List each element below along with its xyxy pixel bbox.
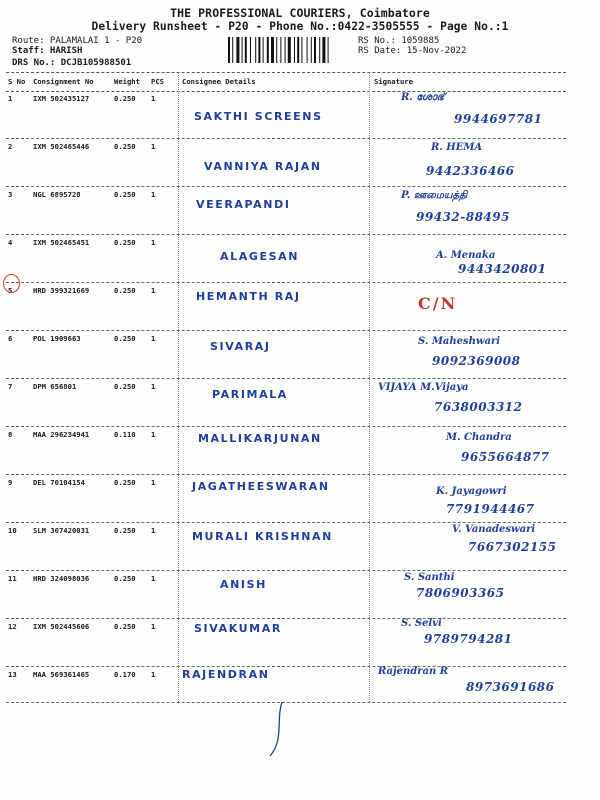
row-pcs: 1 <box>151 334 156 343</box>
row-sno: 12 <box>8 622 17 631</box>
rs-date: RS Date: 15-Nov-2022 <box>358 46 467 56</box>
row-consignee: SIVARAJ <box>210 340 271 353</box>
table-row <box>6 330 566 379</box>
row-signature-phone: 9944697781 <box>454 112 543 126</box>
row-pcs: 1 <box>151 190 156 199</box>
col-pcs: PCS <box>151 77 164 86</box>
table-row <box>6 522 566 571</box>
row-weight: 0.250 <box>114 382 136 391</box>
row-consignment-no: DEL 70104154 <box>33 478 85 487</box>
row-sno: 1 <box>8 94 13 103</box>
row-sno: 8 <box>8 430 13 439</box>
row-sno: 9 <box>8 478 13 487</box>
staff-label: Staff: HARISH <box>12 46 83 56</box>
row-signature-phone: 7791944467 <box>446 502 535 516</box>
table-row <box>6 474 566 523</box>
row-sno: 11 <box>8 574 17 583</box>
row-consignee: MALLIKARJUNAN <box>198 432 322 445</box>
row-consignee: JAGATHEESWARAN <box>192 480 330 493</box>
row-consignee: SIVAKUMAR <box>194 622 282 635</box>
row-signature-phone: 7667302155 <box>468 540 557 554</box>
row-sno: 7 <box>8 382 13 391</box>
row-consignment-no: DPM 656801 <box>33 382 77 391</box>
row-signature-name: Rajendran R <box>378 666 449 677</box>
row-consignment-no: HRD 324098036 <box>33 574 90 583</box>
row-signature-name: V. Vanadeswari <box>452 524 536 535</box>
row-weight: 0.250 <box>114 94 136 103</box>
col-weight: Weight <box>114 77 140 86</box>
row-weight: 0.250 <box>114 478 136 487</box>
row-weight: 0.250 <box>114 142 136 151</box>
row-consignee: ALAGESAN <box>220 250 300 263</box>
row-consignment-no: SLM 307420031 <box>33 526 90 535</box>
row-consignee: ANISH <box>220 578 267 591</box>
row-weight: 0.170 <box>114 670 136 679</box>
table-row <box>6 282 566 331</box>
row-pcs: 1 <box>151 574 156 583</box>
row-consignment-no: IXM 502445606 <box>33 622 90 631</box>
row-signature-name: S. Selvi <box>401 618 442 629</box>
row-consignee: MURALI KRISHNAN <box>192 530 333 543</box>
table-row <box>6 186 566 235</box>
table-row <box>6 426 566 475</box>
row-signature-name: A. Menaka <box>436 250 496 261</box>
row-weight: 0.250 <box>114 334 136 343</box>
row-signature-phone: 9442336466 <box>426 164 515 178</box>
row-consignment-no: MAA 569361465 <box>33 670 90 679</box>
row-signature-name: K. Jayagowri <box>436 486 507 497</box>
row-pcs: 1 <box>151 622 156 631</box>
row-pcs: 1 <box>151 286 156 295</box>
row-signature-name: M. Chandra <box>446 432 512 443</box>
row-signature-name: S. Maheshwari <box>418 336 501 347</box>
col-consignee: Consignee Details <box>182 77 256 86</box>
row-signature-phone: 9443420801 <box>458 262 547 276</box>
table-row <box>6 570 566 619</box>
table-header <box>6 72 566 92</box>
drs-number: DRS No.: DCJB105988501 <box>12 58 132 68</box>
row-signature-phone: 99432-88495 <box>416 210 510 224</box>
barcode-icon <box>228 37 352 63</box>
table-row <box>6 618 566 667</box>
row-pcs: 1 <box>151 238 156 247</box>
row-pcs: 1 <box>151 142 156 151</box>
row-consignment-no: MAA 296234941 <box>33 430 90 439</box>
row-signature-name: C/N <box>418 294 458 313</box>
row-consignee: VEERAPANDI <box>196 198 291 211</box>
row-pcs: 1 <box>151 94 156 103</box>
row-signature-name: P. ஊமையத்தி <box>401 190 468 201</box>
row-signature-name: S. Santhi <box>404 572 455 583</box>
row-sno: 4 <box>8 238 13 247</box>
row-consignment-no: NGL 6895728 <box>33 190 81 199</box>
row-weight: 0.250 <box>114 622 136 631</box>
table-row <box>6 234 566 283</box>
row-signature-phone: 8973691686 <box>466 680 555 694</box>
row-consignee: SAKTHI SCREENS <box>194 110 323 123</box>
company-title: THE PROFESSIONAL COURIERS, Coimbatore <box>170 6 430 20</box>
row-weight: 0.250 <box>114 286 136 295</box>
row-pcs: 1 <box>151 526 156 535</box>
runsheet-title: Delivery Runsheet - P20 - Phone No.:0422-3505555 - Page No.:1 <box>91 20 509 33</box>
row-consignee: HEMANTH RAJ <box>196 290 301 303</box>
row-sno: 6 <box>8 334 13 343</box>
row-signature-phone: 9092369008 <box>432 354 521 368</box>
row-consignment-no: IXM 502465446 <box>33 142 90 151</box>
row-sno: 5 <box>8 286 13 295</box>
rs-number: RS No.: 1059885 <box>358 36 440 46</box>
pen-stroke-icon <box>262 700 292 760</box>
row-consignee: PARIMALA <box>212 388 288 401</box>
col-consignment: Consignment No <box>33 77 94 86</box>
table-row <box>6 378 566 427</box>
row-weight: 0.250 <box>114 238 136 247</box>
row-pcs: 1 <box>151 382 156 391</box>
row-consignee: VANNIYA RAJAN <box>204 160 322 173</box>
row-weight: 0.250 <box>114 526 136 535</box>
col-signature: Signature <box>374 77 413 86</box>
row-weight: 0.110 <box>114 430 136 439</box>
row-consignment-no: POL 1909663 <box>33 334 81 343</box>
row-consignment-no: IXM 502465451 <box>33 238 90 247</box>
row-signature-phone: 7638003312 <box>434 400 523 414</box>
row-consignment-no: HRD 399321669 <box>33 286 90 295</box>
col-sno: S No <box>8 77 26 86</box>
route-label: Route: PALAMALAI 1 - P20 <box>12 36 143 46</box>
row-signature-name: R. HEMA <box>431 142 483 153</box>
row-sno: 2 <box>8 142 13 151</box>
row-signature-name: VIJAYA M.Vijaya <box>378 382 469 393</box>
row-sno: 10 <box>8 526 17 535</box>
table-row <box>6 666 566 703</box>
row-pcs: 1 <box>151 670 156 679</box>
row-highlight-circle <box>3 274 20 293</box>
row-weight: 0.250 <box>114 190 136 199</box>
row-weight: 0.250 <box>114 574 136 583</box>
table-row <box>6 90 566 139</box>
row-pcs: 1 <box>151 430 156 439</box>
row-consignment-no: IXM 502435127 <box>33 94 90 103</box>
row-sno: 3 <box>8 190 13 199</box>
table-row <box>6 138 566 187</box>
row-sno: 13 <box>8 670 17 679</box>
row-consignee: RAJENDRAN <box>182 668 270 681</box>
row-signature-name: R. ശോഭ് <box>401 92 445 103</box>
row-signature-phone: 9789794281 <box>424 632 513 646</box>
row-signature-phone: 7806903365 <box>416 586 505 600</box>
row-pcs: 1 <box>151 478 156 487</box>
row-signature-phone: 9655664877 <box>461 450 550 464</box>
